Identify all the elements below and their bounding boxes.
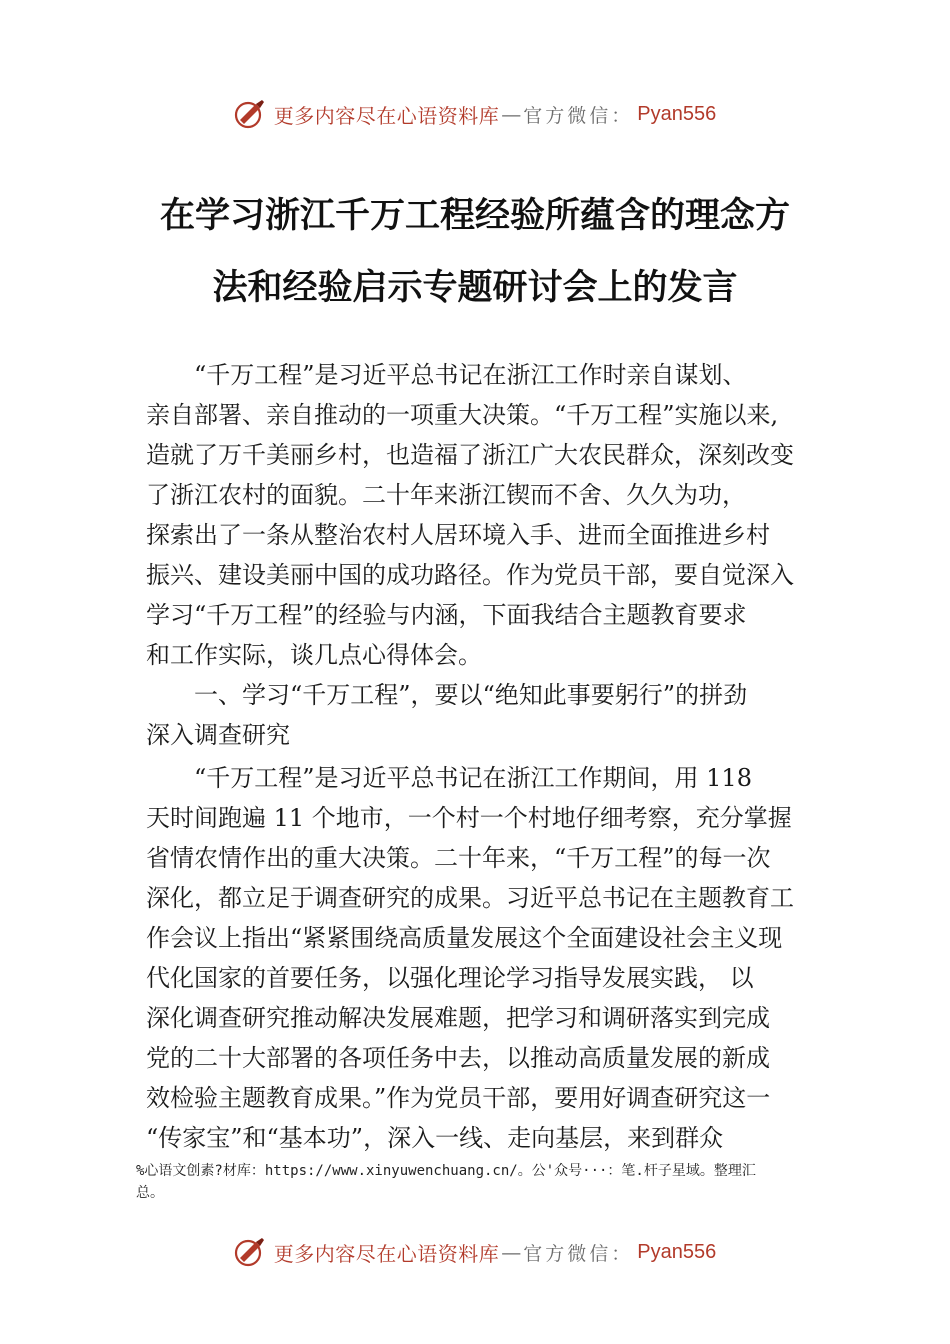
body-line: 作会议上指出“紧紧围绕高质量发展这个全面建设社会主义现 bbox=[146, 924, 783, 952]
body-line: 天时间跑遍 11 个地市，一个村一个村地仔细考察，充分掌握 bbox=[146, 804, 792, 832]
pen-seal-logo-icon bbox=[234, 98, 266, 130]
footnote-line-1: %心语文创素?材库：https://www.xinyuwenchuang.cn/。公'众号···：笔.杆子星域。整理汇 bbox=[136, 1163, 756, 1179]
body-line: 了浙江农村的面貌。二十年来浙江锲而不舍、久久为功， bbox=[146, 481, 746, 509]
body-line: “千万工程”是习近平总书记在浙江工作期间，用 118 bbox=[194, 764, 752, 792]
body-line: 和工作实际，谈几点心得体会。 bbox=[146, 641, 482, 669]
banner-separator: — bbox=[501, 1240, 522, 1264]
body-line: 探索出了一条从整治农村人居环境入手、进而全面推进乡村 bbox=[146, 521, 770, 549]
banner-wechat-id: Pyan556 bbox=[637, 1240, 717, 1263]
banner-wechat-id: Pyan556 bbox=[637, 102, 717, 125]
header-banner bbox=[0, 92, 950, 136]
document-title-line-1: 在学习浙江千万工程经验所蕴含的理念方 bbox=[159, 196, 790, 236]
banner-official-label: 官方微信： bbox=[523, 1242, 634, 1265]
banner-text: 更多内容尽在心语资料库 bbox=[273, 103, 500, 128]
section-heading-continued: 深入调查研究 bbox=[146, 721, 290, 749]
section-heading: 一、学习“千万工程”，要以“绝知此事要躬行”的拼劲 bbox=[194, 681, 748, 709]
body-line: 学习“千万工程”的经验与内涵，下面我结合主题教育要求 bbox=[146, 601, 747, 629]
body-line: 深化，都立足于调查研究的成果。习近平总书记在主题教育工 bbox=[146, 884, 794, 912]
footer-banner bbox=[0, 1230, 950, 1274]
body-line: 效检验主题教育成果。”作为党员干部，要用好调查研究这一 bbox=[146, 1084, 771, 1112]
pen-seal-logo-icon bbox=[234, 1236, 266, 1268]
body-line: 代化国家的首要任务，以强化理论学习指导发展实践， 以 bbox=[146, 964, 754, 992]
body-line: 亲自部署、亲自推动的一项重大决策。“千万工程”实施以来, bbox=[146, 401, 779, 429]
banner-separator: — bbox=[501, 102, 522, 126]
body-line: “千万工程”是习近平总书记在浙江工作时亲自谋划、 bbox=[194, 361, 747, 389]
body-line: 造就了万千美丽乡村，也造福了浙江广大农民群众，深刻改变 bbox=[146, 441, 794, 469]
document-title-line-2: 法和经验启示专题研讨会上的发言 bbox=[212, 268, 738, 308]
body-line: “传家宝”和“基本功”，深入一线、走向基层，来到群众 bbox=[146, 1124, 724, 1152]
source-footnote bbox=[136, 1160, 836, 1204]
banner-official-label: 官方微信： bbox=[523, 104, 634, 127]
body-line: 深化调查研究推动解决发展难题，把学习和调研落实到完成 bbox=[146, 1004, 770, 1032]
footnote-line-2: 总。 bbox=[136, 1185, 164, 1201]
body-line: 省情农情作出的重大决策。二十年来，“千万工程”的每一次 bbox=[146, 844, 771, 872]
banner-text: 更多内容尽在心语资料库 bbox=[273, 1241, 500, 1266]
body-line: 振兴、建设美丽中国的成功路径。作为党员干部，要自觉深入 bbox=[146, 561, 794, 589]
body-line: 党的二十大部署的各项任务中去，以推动高质量发展的新成 bbox=[146, 1044, 770, 1072]
